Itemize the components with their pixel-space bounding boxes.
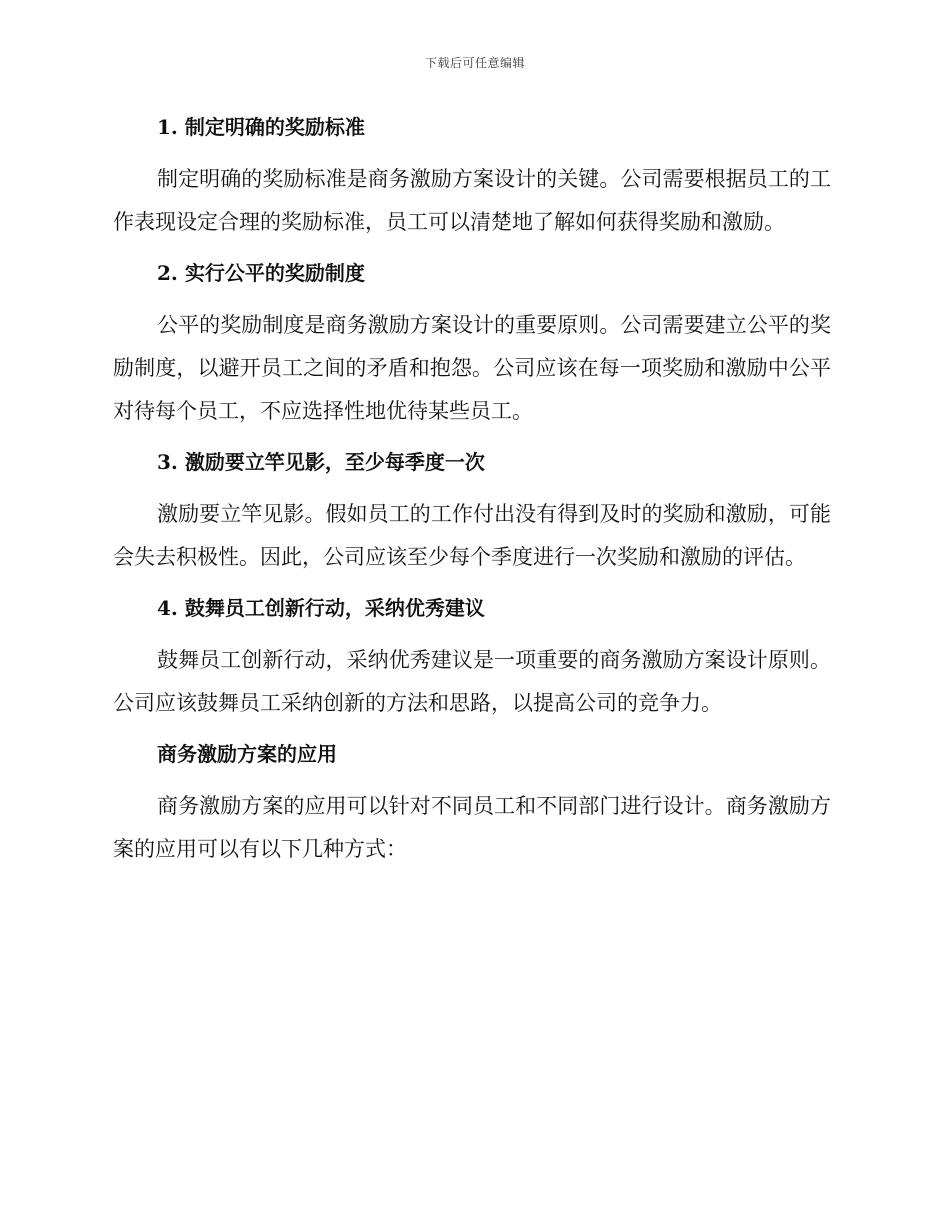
section-heading-2: 2. 实行公平的奖励制度: [157, 261, 365, 285]
section-paragraph-1: 制定明确的奖励标准是商务激励方案设计的关键。公司需要根据员工的工作表现设定合理的奖励标准，员工可以清楚地了解如何获得奖励和激励。: [113, 167, 831, 234]
section-paragraph-2: 公平的奖励制度是商务激励方案设计的重要原则。公司需要建立公平的奖励制度，以避开员工之间的矛盾和抱怨。公司应该在每一项奖励和激励中公平对待每个员工，不应选择性地优待某些员工。: [113, 313, 831, 423]
section-heading-4: 4. 鼓舞员工创新行动，采纳优秀建议: [157, 596, 485, 620]
section-paragraph-3: 激励要立竿见影。假如员工的工作付出没有得到及时的奖励和激励，可能会失去积极性。因此，公司应该至少每个季度进行一次奖励和激励的评估。: [113, 502, 831, 569]
section-heading-3: 3. 激励要立竿见影，至少每季度一次: [157, 450, 485, 474]
section-heading-5: 商务激励方案的应用: [157, 742, 337, 766]
section-paragraph-4: 鼓舞员工创新行动，采纳优秀建议是一项重要的商务激励方案设计原则。公司应该鼓舞员工采纳创新的方法和思路，以提高公司的竞争力。: [113, 648, 831, 715]
section-heading-1: 1. 制定明确的奖励标准: [157, 115, 365, 139]
document-content: [113, 112, 831, 885]
section-paragraph-5: 商务激励方案的应用可以针对不同员工和不同部门进行设计。商务激励方案的应用可以有以下几种方式：: [113, 794, 831, 861]
header-note: 下载后可任意编辑: [424, 56, 525, 70]
